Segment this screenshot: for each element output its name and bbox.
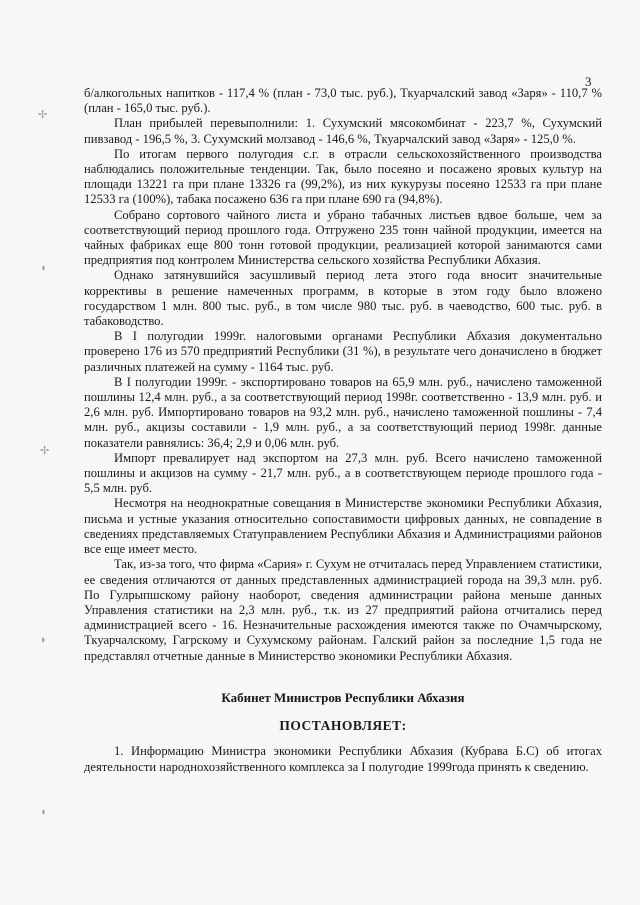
body-text <box>84 86 602 664</box>
paragraph: В I полугодии 1999г. - экспортировано товаров на 65,9 млн. руб., начислено таможенной пошлины 12,4 млн. руб., а за соответствующий период 1998г. соответственно - 13,9 млн. руб. и 2,6 млн. руб. Импортировано товаров на 93,2 млн. руб., начислено таможенной пошлины - 7,4 млн. руб., акцизы составили - 1,9 млн. руб., а за соответствующий период 1998г. данные показатели равнялись: 36,4; 2,9 и 0,06 млн. руб. <box>84 374 602 450</box>
paragraph: Так, из-за того, что фирма «Сария» г. Сухум не отчиталась перед Управлением статистики, ее сведения отличаются от данных представленных администрацией города на 39,3 млн. руб. По Гулрыпшскому району наоборот, сведения администрации района меньше данных Управления статистики на 2,3 млн. руб., т.к. из 27 предприятий района отчитались перед администрацией всего - 16. Незначительные расхождения имеются также по Очамчырскому, Ткуарчалскому, Гагрскому и Сухумскому районам. Галский район за последние 1,5 года не представлял отчетные данные в Министерство экономики Республики Абхазия. <box>84 557 602 663</box>
scan-speck: ◗ <box>40 634 47 646</box>
resolution-item: 1. Информацию Министра экономики Республики Абхазия (Кубрава Б.С) об итогах деятельности народнохозяйственного комплекса за I полугодие 1999года принять к сведению. <box>84 744 602 774</box>
paragraph: План прибылей перевыполнили: 1. Сухумский мясокомбинат - 223,7 %, Сухумский пивзавод - 196,5 %, 3. Сухумский молзавод - 146,6 %, Ткуарчалский завод «Заря» - 125,0 %. <box>84 116 602 146</box>
scan-speck: ◖ <box>40 262 47 274</box>
scan-speck: ◖ <box>40 806 47 818</box>
cabinet-heading: Кабинет Министров Республики Абхазия <box>221 690 465 705</box>
page-number: 3 <box>585 74 592 89</box>
paragraph: Импорт превалирует над экспортом на 27,3 млн. руб. Всего начислено таможенной пошлины и акцизов на сумму - 21,7 млн. руб., а в соответствующем периоде прошлого года - 5,5 млн. руб. <box>84 450 602 496</box>
paragraph: Собрано сортового чайного листа и убрано табачных листьев вдвое больше, чем за соответствующий период прошлого года. Отгружено 235 тонн чайной продукции, имеется на чайных фабриках еще 800 тонн готовой продукции, реализацией которой занимаются сами предприятия под контролем Министерства сельского хозяйства Республики Абхазия. <box>84 207 602 268</box>
paragraph: Несмотря на неоднократные совещания в Министерстве экономики Республики Абхазия, письма и устные указания относительно сопоставимости цифровых данных, не совпадение в сведениях представляемых Статуправлением Республики Абхазия и Администрациями районов все еще имеет место. <box>84 496 602 557</box>
scan-speck: ✢ <box>40 445 50 457</box>
resolves-heading: ПОСТАНОВЛЯЕТ: <box>279 718 407 733</box>
scan-speck: ✢ <box>38 109 48 121</box>
paragraph: Однако затянувшийся засушливый период лета этого года вносит значительные коррективы в решение намеченных программ, в которые в этом году было вложено государством 1 млн. 800 тыс. руб., в том числе 980 тыс. руб. в чаеводство, 600 тыс. руб. в табаководство. <box>84 268 602 329</box>
paragraph: По итогам первого полугодия с.г. в отрасли сельскохозяйственного производства наблюдались положительные тенденции. Так, было посеяно и посажено яровых культур на площади 13221 га при плане 13326 га (99,2%), из них кукурузы посеяно 12533 га при плане 12533 га (100%), табака посажено 636 га при плане 690 га (94,8%). <box>84 146 602 207</box>
paragraph: В I полугодии 1999г. налоговыми органами Республики Абхазия документально проверено 176 из 570 предприятий Республики (31 %), в результате чего доначислено в бюджет различных платежей на сумму - 1164 тыс. руб. <box>84 329 602 374</box>
paragraph: б/алкогольных напитков - 117,4 % (план - 73,0 тыс. руб.), Ткуарчалский завод «Заря» - 110,7 % (план - 165,0 тыс. руб.). <box>84 86 602 116</box>
